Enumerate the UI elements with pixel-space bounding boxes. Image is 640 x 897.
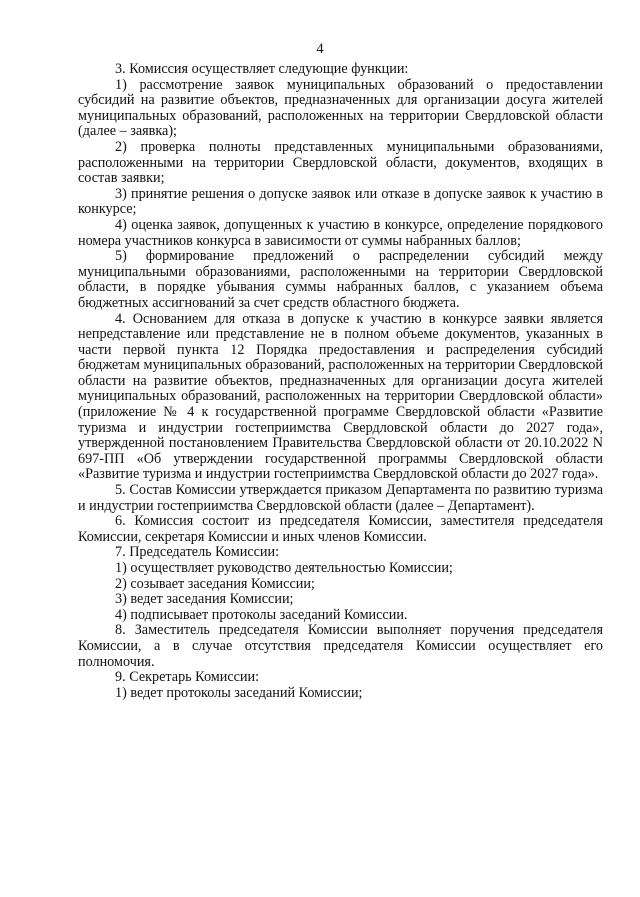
- paragraph-3-item-5: 5) формирование предложений о распределении субсидий между муниципальными образованиями, расположенными на территории Свердловской области, в порядке убывания суммы набранных баллов, с указанием объема бюджетных ассигнований за счет средств областного бюджета.: [78, 248, 603, 311]
- page-number: 4: [316, 41, 324, 57]
- paragraph-7-item-1: 1) осуществляет руководство деятельностью Комиссии;: [115, 560, 453, 576]
- paragraph-8: 8. Заместитель председателя Комиссии выполняет поручения председателя Комиссии, а в случае отсутствия председателя Комиссии осуществляет его полномочия.: [78, 622, 603, 670]
- paragraph-9-item-1: 1) ведет протоколы заседаний Комиссии;: [115, 684, 363, 701]
- paragraph-3-heading: 3. Комиссия осуществляет следующие функции:: [115, 61, 409, 77]
- paragraph-3-item-3: 3) принятие решения о допуске заявок или отказе в допуске заявок к участию в конкурсе;: [78, 185, 603, 218]
- paragraph-7-item-3: 3) ведет заседания Комиссии;: [115, 591, 294, 608]
- paragraph-3-item-4: 4) оценка заявок, допущенных к участию в конкурсе, определение порядкового номера участников конкурса в зависимости от суммы набранных баллов;: [78, 216, 603, 249]
- paragraph-4: 4. Основанием для отказа в допуске к участию в конкурсе заявки является непредставление или представление не в полном объеме документов, указанных в части первой пункта 12 Порядка предоставления и распределения субсидий бюджетам муниципальных образований, расположенных на территории Свердловской области на развитие объектов, предназначенных для организации досуга жителей муниципальных образований, расположенных на территории Свердловской области» (приложение № 4 к государственной программе Свердловской области «Развитие туризма и индустрии гостеприимства Свердловской области до 2027 года», утвержденной постановлением Правительства Свердловской области от 20.10.2022 N 697-ПП «Об утверждении государственной программы Свердловской области «Развитие туризма и индустрии гостеприимства Свердловской области до 2027 года».: [78, 310, 603, 483]
- paragraph-9-heading: 9. Секретарь Комиссии:: [115, 669, 260, 686]
- paragraph-7-item-4: 4) подписывает протоколы заседаний Комиссии.: [115, 606, 408, 623]
- document-body: [78, 62, 603, 701]
- paragraph-3-item-2: 2) проверка полноты представленных муниципальными образованиями, расположенными на территории Свердловской области, документов, входящих в состав заявки;: [78, 138, 603, 187]
- paragraph-7-item-2: 2) созывает заседания Комиссии;: [115, 575, 315, 592]
- paragraph-3-item-1: 1) рассмотрение заявок муниципальных образований о предоставлении субсидий на развитие объектов, предназначенных для организации досуга жителей муниципальных образований, расположенных на территории Свердловской области (далее – заявка);: [78, 76, 603, 140]
- paragraph-6: 6. Комиссия состоит из председателя Комиссии, заместителя председателя Комиссии, секретаря Комиссии и иных членов Комиссии.: [78, 513, 603, 545]
- paragraph-7-heading: 7. Председатель Комиссии:: [115, 544, 280, 561]
- paragraph-5: 5. Состав Комиссии утверждается приказом Департамента по развитию туризма и индустрии гостеприимства Свердловской области (далее – Департамент).: [78, 482, 603, 514]
